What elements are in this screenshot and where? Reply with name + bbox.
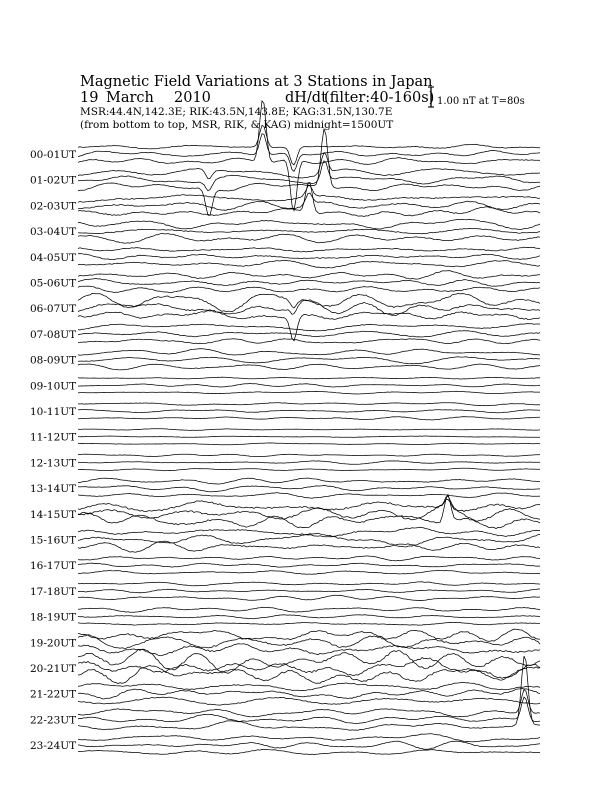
hour-label-00-01UT: 00-01UT — [30, 149, 77, 161]
trace-RIK-15-16UT — [78, 533, 540, 547]
hour-label-08-09UT: 08-09UT — [30, 354, 77, 367]
trace-KAG-12-13UT — [78, 454, 540, 457]
trace-RIK-00-01UT — [78, 134, 540, 172]
trace-KAG-05-06UT — [78, 271, 540, 280]
trace-KAG-01-02UT — [78, 153, 540, 179]
trace-RIK-17-18UT — [78, 589, 540, 593]
order-line: (from bottom to top, MSR, RIK, & KAG) — [80, 119, 291, 131]
trace-KAG-16-17UT — [78, 556, 540, 561]
trace-RIK-01-02UT — [78, 161, 540, 191]
trace-KAG-04-05UT — [78, 247, 540, 252]
hour-label-20-21UT: 20-21UT — [30, 663, 77, 675]
hour-label-17-18UT: 17-18UT — [30, 585, 77, 598]
filter-label: (filter:40-160s) — [324, 90, 435, 106]
hour-label-03-04UT: 03-04UT — [30, 226, 77, 239]
trace-KAG-23-24UT — [78, 734, 540, 742]
stations-line: MSR:44.4N,142.3E; RIK:43.5N,143.8E; KAG:31.5N,130.7E — [80, 106, 393, 118]
trace-MSR-21-22UT — [78, 697, 540, 705]
trace-MSR-20-21UT — [78, 664, 540, 684]
chart-title: Magnetic Field Variations at 3 Stations in Japan — [80, 74, 433, 90]
trace-KAG-02-03UT — [78, 186, 540, 203]
trace-RIK-16-17UT — [78, 563, 540, 567]
hour-label-19-20UT: 19-20UT — [30, 637, 77, 650]
hour-label-22-23UT: 22-23UT — [30, 714, 77, 727]
trace-RIK-13-14UT — [78, 486, 540, 492]
hour-label-02-03UT: 02-03UT — [30, 200, 77, 213]
quantity-label: dH/dt — [285, 90, 327, 106]
hour-label-21-22UT: 21-22UT — [30, 688, 77, 701]
hour-label-01-02UT: 01-02UT — [30, 174, 77, 187]
hour-labels — [30, 149, 76, 752]
trace-MSR-12-13UT — [78, 468, 540, 471]
trace-KAG-14-15UT — [78, 499, 540, 511]
trace-RIK-02-03UT — [78, 193, 540, 210]
date-day: 19 — [80, 90, 99, 106]
trace-KAG-18-19UT — [78, 607, 540, 612]
date-year: 2010 — [174, 90, 211, 106]
trace-RIK-14-15UT — [78, 496, 540, 521]
midnight-note: midnight=1500UT — [294, 119, 394, 131]
trace-MSR-23-24UT — [78, 749, 540, 754]
trace-MSR-10-11UT — [78, 417, 540, 420]
hour-label-14-15UT: 14-15UT — [30, 508, 77, 521]
trace-RIK-05-06UT — [78, 279, 540, 287]
hour-label-07-08UT: 07-08UT — [30, 328, 77, 341]
hour-label-09-10UT: 09-10UT — [30, 380, 77, 393]
trace-KAG-10-11UT — [78, 403, 540, 406]
hour-label-15-16UT: 15-16UT — [30, 534, 77, 547]
trace-KAG-21-22UT — [78, 682, 540, 690]
trace-RIK-19-20UT — [78, 635, 540, 649]
trace-KAG-11-12UT — [78, 429, 540, 431]
trace-RIK-07-08UT — [78, 331, 540, 337]
trace-MSR-03-04UT — [78, 233, 540, 243]
trace-RIK-09-10UT — [78, 384, 540, 388]
hour-label-04-05UT: 04-05UT — [30, 251, 77, 264]
trace-MSR-11-12UT — [78, 443, 540, 445]
trace-KAG-08-09UT — [78, 349, 540, 356]
trace-RIK-20-21UT — [78, 658, 540, 681]
traces — [78, 101, 540, 755]
trace-KAG-07-08UT — [78, 324, 540, 331]
scale-label: 1.00 nT at T=80s — [437, 96, 525, 107]
hour-label-13-14UT: 13-14UT — [30, 483, 77, 496]
trace-MSR-05-06UT — [78, 286, 540, 293]
trace-RIK-18-19UT — [78, 615, 540, 619]
trace-KAG-03-04UT — [78, 219, 540, 229]
trace-MSR-09-10UT — [78, 391, 540, 394]
hour-label-05-06UT: 05-06UT — [30, 277, 77, 290]
trace-MSR-08-09UT — [78, 364, 540, 370]
date-month: March — [106, 90, 154, 106]
trace-MSR-16-17UT — [78, 570, 540, 574]
trace-RIK-08-09UT — [78, 357, 540, 364]
trace-KAG-22-23UT — [78, 690, 540, 717]
hour-label-10-11UT: 10-11UT — [30, 406, 77, 418]
trace-KAG-13-14UT — [78, 478, 540, 484]
trace-MSR-17-18UT — [78, 595, 540, 600]
trace-KAG-17-18UT — [78, 582, 540, 586]
trace-MSR-04-05UT — [78, 260, 540, 268]
trace-MSR-06-07UT — [78, 311, 540, 341]
hour-label-18-19UT: 18-19UT — [30, 611, 77, 624]
trace-RIK-12-13UT — [78, 461, 540, 464]
hour-label-23-24UT: 23-24UT — [30, 740, 77, 753]
hour-label-06-07UT: 06-07UT — [30, 303, 77, 316]
hour-label-11-12UT: 11-12UT — [30, 431, 77, 444]
trace-RIK-22-23UT — [78, 697, 540, 724]
trace-KAG-09-10UT — [78, 377, 540, 379]
trace-KAG-06-07UT — [78, 293, 540, 312]
trace-RIK-03-04UT — [78, 228, 540, 233]
trace-RIK-23-24UT — [78, 741, 540, 749]
trace-MSR-19-20UT — [78, 644, 540, 656]
trace-KAG-15-16UT — [78, 527, 540, 536]
trace-RIK-11-12UT — [78, 436, 540, 437]
trace-MSR-07-08UT — [78, 339, 540, 344]
hour-label-12-13UT: 12-13UT — [30, 457, 77, 470]
trace-RIK-04-05UT — [78, 254, 540, 260]
trace-MSR-15-16UT — [78, 541, 540, 552]
trace-MSR-13-14UT — [78, 493, 540, 499]
trace-MSR-14-15UT — [78, 495, 540, 529]
trace-RIK-10-11UT — [78, 410, 540, 413]
trace-MSR-18-19UT — [78, 622, 540, 625]
hour-label-16-17UT: 16-17UT — [30, 560, 77, 573]
